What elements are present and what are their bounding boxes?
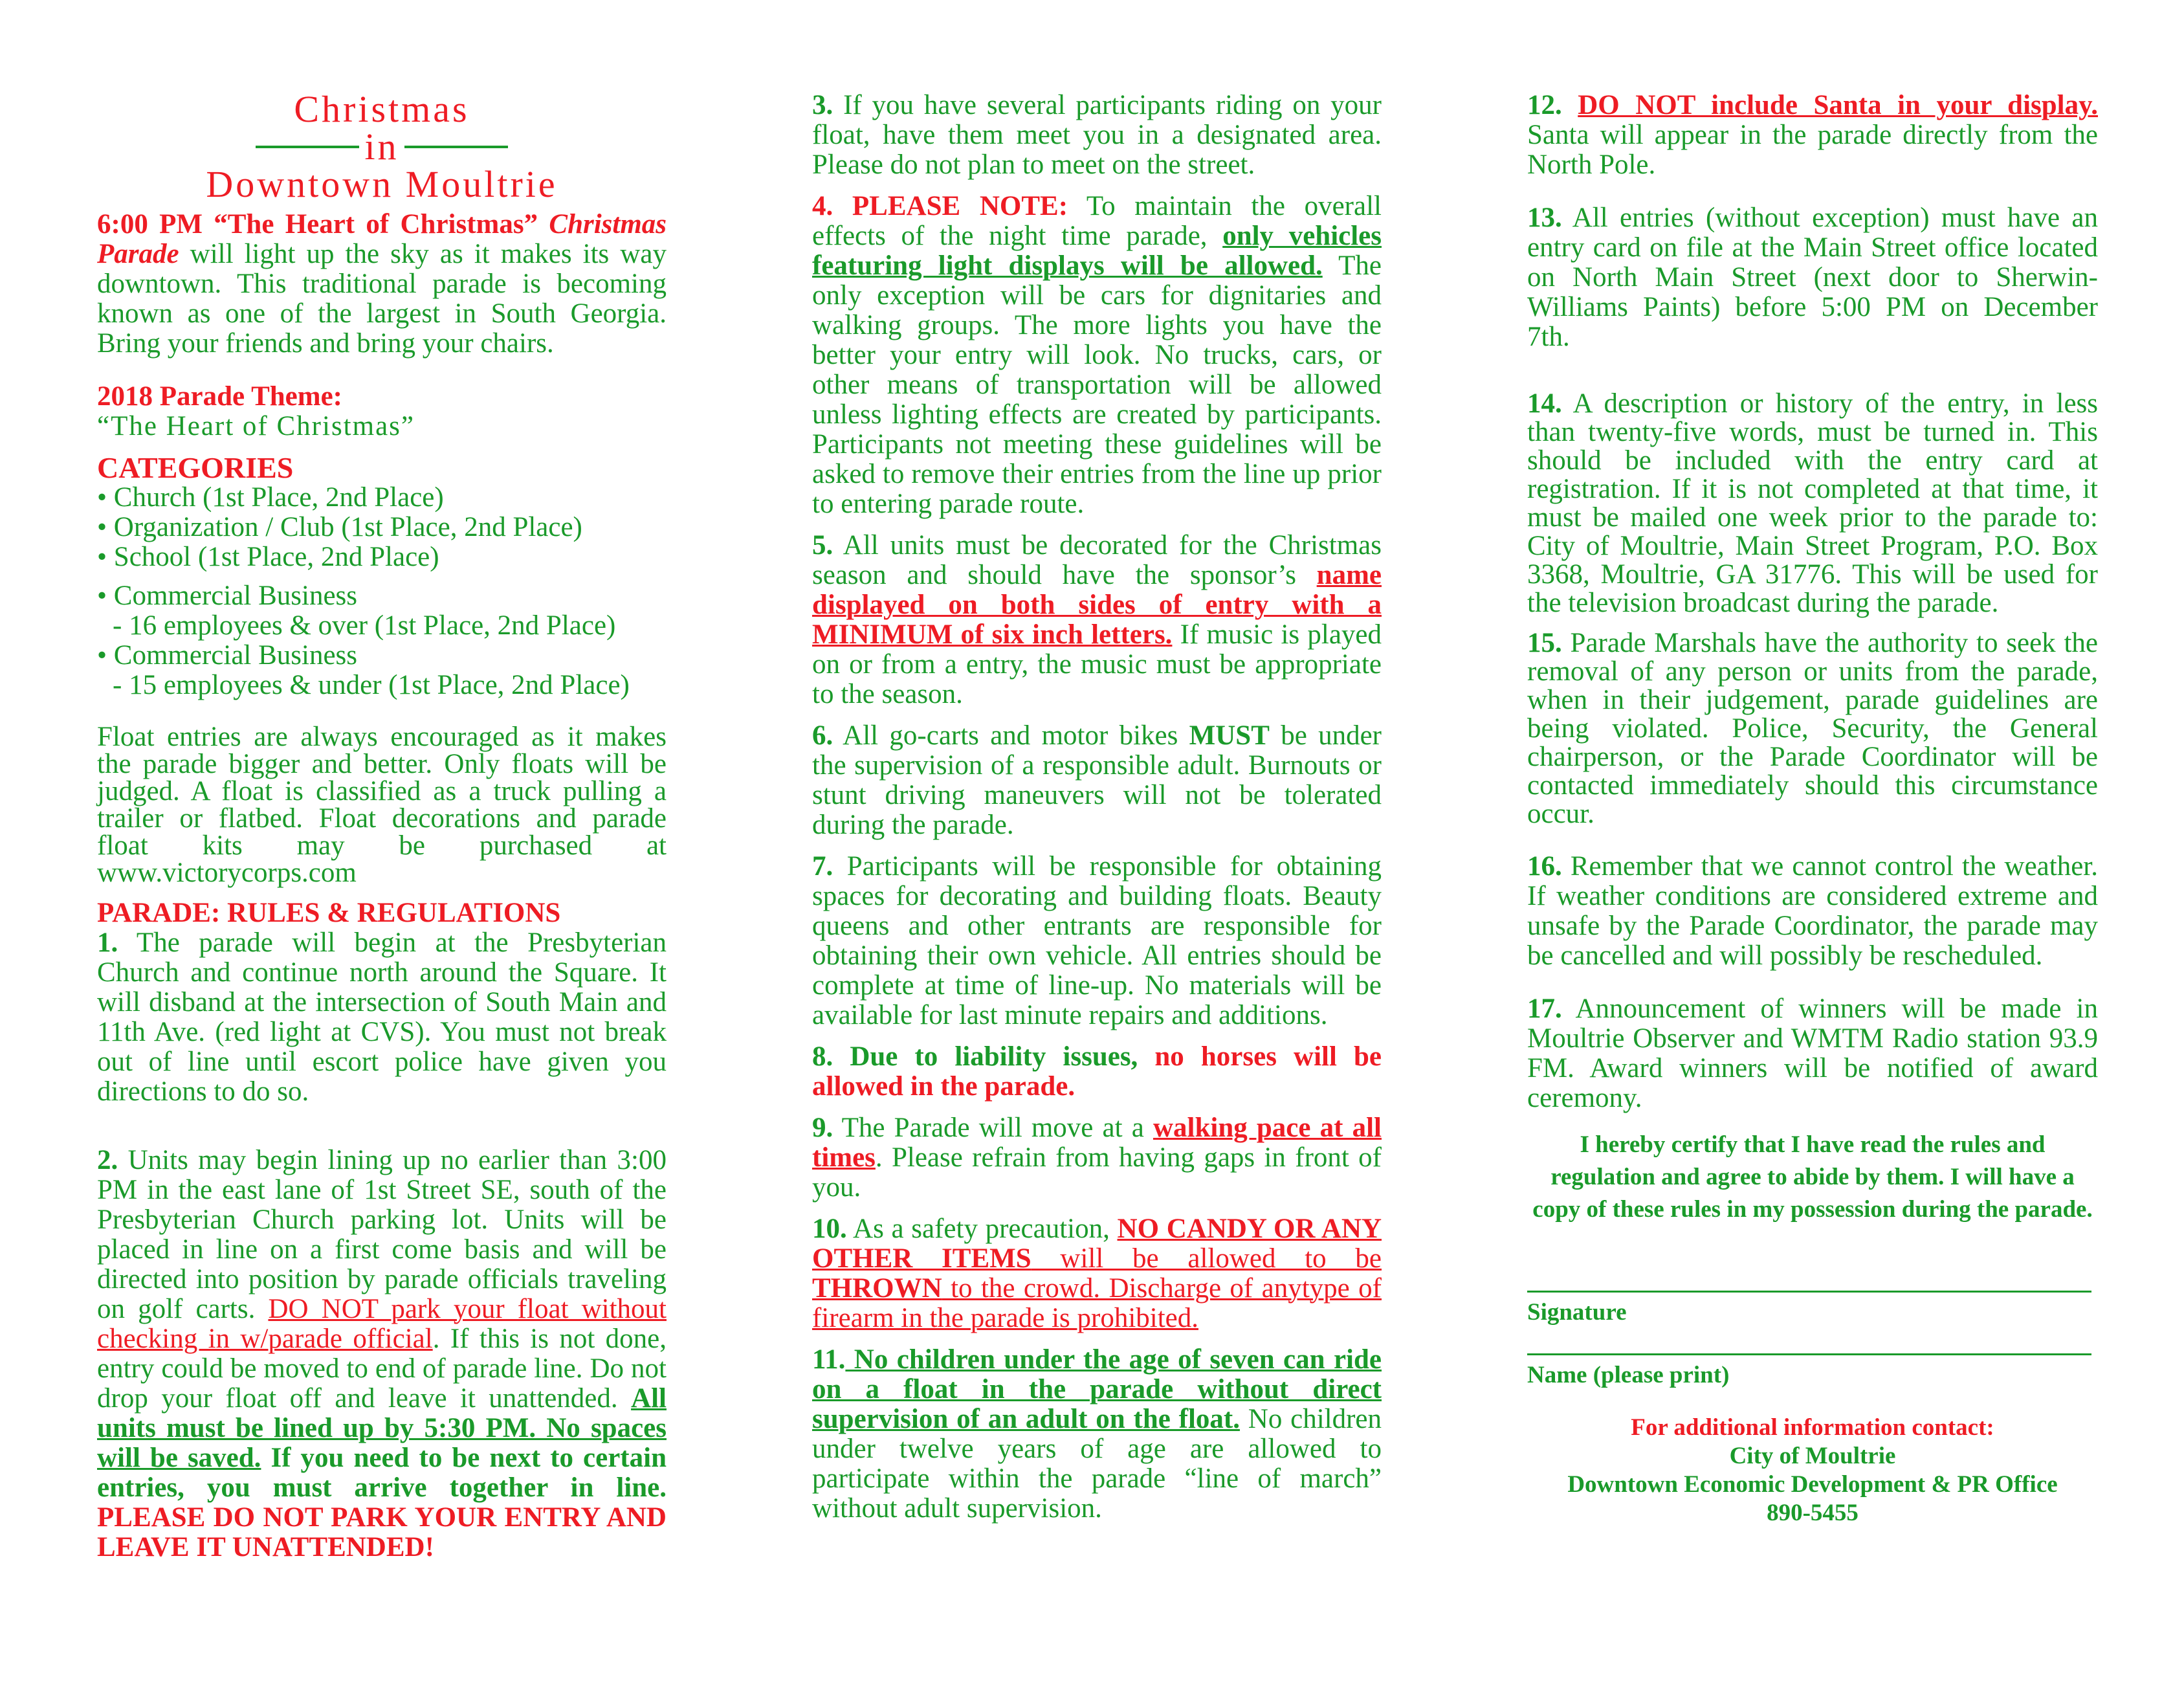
rule-text: be under the supervision of a responsible adult. Burnouts or stunt driving maneuvers will not be tolerated during the parade. bbox=[812, 720, 1382, 840]
rule-text: Parade Marshals have the authority to seek the removal of any person or units from the parade, when in their judgement, parade guidelines are being violated. Police, Security, the General chairperson, or the Parade Coordinator will be contacted immediately should this circumstance occur. bbox=[1527, 628, 2098, 829]
rule-text: As a safety precaution, bbox=[846, 1214, 1118, 1244]
theme-heading: 2018 Parade Theme: bbox=[97, 381, 342, 412]
rule-number: 13. bbox=[1527, 203, 1562, 233]
theme-value: “The Heart of Christmas” bbox=[97, 411, 415, 441]
rule-text: 8. Due to liability issues, bbox=[812, 1041, 1155, 1072]
rule-text: Units may begin lining up no earlier than 3:00 PM in the east lane of 1st Street SE, south of the Presbyterian Church parking lot. Units will be placed in line on a first come basis and will be directed into position by parade officials traveling on golf carts. bbox=[97, 1145, 667, 1324]
contact-block bbox=[1527, 1414, 2098, 1527]
list-item: • Church (1st Place, 2nd Place) bbox=[97, 482, 444, 513]
rule-emphasis: only vehicles featuring light displays will be allowed. bbox=[812, 221, 1382, 281]
rule-emphasis: name displayed on both sides of entry with a MINIMUM of six inch letters. bbox=[812, 560, 1382, 650]
signature-label: Signature bbox=[1527, 1299, 1627, 1326]
rule-emphasis: DO NOT park your float without checking in w/parade official bbox=[97, 1294, 667, 1354]
intro-parade: Christmas Parade bbox=[97, 209, 667, 269]
rule-number: 9. bbox=[812, 1113, 833, 1143]
column-2 bbox=[812, 91, 1382, 1524]
rule-text: . Please refrain from having gaps in front of you. bbox=[812, 1142, 1382, 1203]
rule-emphasis: NO CANDY OR ANY OTHER ITEMS bbox=[812, 1214, 1382, 1274]
rule-emphasis: No children under the age of seven can ride on a float in the parade without direct supervision of an adult on the float. bbox=[812, 1344, 1382, 1434]
rule-number: 10. bbox=[812, 1214, 847, 1244]
rule-4 bbox=[812, 192, 1382, 519]
rule-text: . If this is not done, entry could be moved to end of parade line. Do not drop your float off and leave it unattended. bbox=[97, 1324, 667, 1414]
list-item: - 15 employees & under (1st Place, 2nd Place) bbox=[113, 670, 630, 700]
rule-14 bbox=[1527, 390, 2098, 617]
name-line[interactable] bbox=[1527, 1327, 2091, 1355]
rule-number: 12. bbox=[1527, 90, 1562, 120]
rule-text: A description or history of the entry, in less than twenty-five words, must be turned in. This should be included with the entry card at registration. If it is not completed at that time, it must be mailed one week prior to the parade to: City of Moultrie, Main Street Program, P.O. Box 3368, Moultrie, GA 31776. This will be used for the television broadcast during the parade. bbox=[1527, 388, 2098, 618]
title-rule-left bbox=[256, 146, 359, 148]
rule-6 bbox=[812, 721, 1382, 840]
rule-text: All entries (without exception) must have an entry card on file at the Main Street office located on North Main Street (next door to Sherwin-Williams Paints) before 5:00 PM on December 7th. bbox=[1527, 203, 2098, 352]
float-paragraph: Float entries are always encouraged as it makes the parade bigger and better. Only floats will be judged. A float is classified as a truck pulling a trailer or flatbed. Float decorations and parade float kits may be purchased at www.victorycorps.com bbox=[97, 722, 667, 888]
intro-time: 6:00 PM bbox=[97, 209, 203, 239]
rule-3 bbox=[812, 91, 1382, 180]
contact-phone: 890-5455 bbox=[1767, 1500, 1859, 1526]
certify-statement: I hereby certify that I have read the rules and regulation and agree to abide by them. I will have a copy of these rules in my possession during the parade. bbox=[1532, 1131, 2093, 1223]
contact-heading: For additional information contact: bbox=[1631, 1414, 1994, 1441]
contact-line-2: Downtown Economic Development & PR Office bbox=[1567, 1471, 2058, 1498]
title-in: in bbox=[364, 126, 399, 168]
rule-8 bbox=[812, 1042, 1382, 1102]
rule-text: If music is played on or from a entry, the music must be appropriate to the season. bbox=[812, 619, 1382, 709]
rule-number: 11. bbox=[812, 1344, 846, 1375]
rule-text: To maintain the overall effects of the night time parade, bbox=[812, 191, 1382, 251]
rule-number: 4. PLEASE NOTE: bbox=[812, 191, 1068, 221]
rule-text: The parade will begin at the Presbyterian Church and continue north around the Square. It will disband at the intersection of South Main and 11th Ave. (red light at CVS). You must not break out of line until escort police have given you directions to do so. bbox=[97, 927, 667, 1107]
rule-number: 1. bbox=[97, 927, 118, 958]
rule-warning: PLEASE DO NOT PARK YOUR ENTRY AND LEAVE IT UNATTENDED! bbox=[97, 1502, 667, 1562]
rule-text: If you have several participants riding on your float, have them meet you in a designated area. Please do not plan to meet on the street. bbox=[812, 90, 1382, 180]
rule-5 bbox=[812, 531, 1382, 709]
rule-emphasis: to the crowd. Discharge of anytype of firearm in the parade is prohibited. bbox=[812, 1273, 1382, 1333]
rules-heading: PARADE: RULES & REGULATIONS bbox=[97, 898, 561, 928]
intro-text: will light up the sky as it makes its way downtown. This traditional parade is becoming known as one of the largest in South Georgia. Bring your friends and bring your chairs. bbox=[97, 239, 667, 359]
rule-7 bbox=[812, 852, 1382, 1030]
rule-number: 2. bbox=[97, 1145, 118, 1175]
categories-list bbox=[97, 483, 667, 700]
rule-warning: no horses will be allowed in the parade. bbox=[812, 1041, 1382, 1102]
rule-number: 6. bbox=[812, 720, 833, 751]
rule-number: 17. bbox=[1527, 994, 1562, 1024]
rule-text: Announcement of winners will be made in Moultrie Observer and WMTM Radio station 93.9 FM. Award winners will be notified of award ceremony. bbox=[1527, 994, 2098, 1113]
rule-emphasis: All units must be lined up by 5:30 PM. No spaces will be saved. bbox=[97, 1383, 667, 1473]
list-item: • Commercial Business bbox=[97, 640, 358, 671]
brochure-title bbox=[97, 88, 667, 205]
rule-emphasis: walking pace at all times bbox=[812, 1113, 1382, 1173]
list-item: • Commercial Business bbox=[97, 581, 358, 611]
rule-17 bbox=[1527, 994, 2098, 1113]
rule-emphasis: will be allowed to be bbox=[1031, 1243, 1382, 1274]
rule-1 bbox=[97, 928, 667, 1107]
rule-emphasis: DO NOT include Santa in your display. bbox=[1578, 90, 2099, 120]
column-3 bbox=[1527, 91, 2098, 1527]
title-line-1: Christmas bbox=[294, 88, 470, 130]
list-item: • Organization / Club (1st Place, 2nd Place) bbox=[97, 512, 582, 542]
rule-number: 7. bbox=[812, 851, 833, 882]
rule-16 bbox=[1527, 852, 2098, 971]
title-rule-right bbox=[404, 146, 508, 148]
list-item: - 16 employees & over (1st Place, 2nd Place) bbox=[113, 610, 616, 641]
intro-paragraph bbox=[97, 210, 667, 359]
rule-text: No children under twelve years of age are allowed to participate within the parade “line of march” without adult supervision. bbox=[812, 1404, 1382, 1524]
rule-11 bbox=[812, 1345, 1382, 1524]
rule-text: Remember that we cannot control the weather. If weather conditions are considered extreme and unsafe by the Parade Coordinator, the parade may be cancelled and will possibly be rescheduled. bbox=[1527, 851, 2098, 971]
rule-text: Santa will appear in the parade directly from the North Pole. bbox=[1527, 120, 2098, 180]
rule-13 bbox=[1527, 203, 2098, 352]
column-1 bbox=[97, 88, 667, 1562]
rule-emphasis: If you need to be next to certain entries, you must arrive together in line. bbox=[97, 1443, 667, 1503]
rule-emphasis: THROWN bbox=[812, 1273, 942, 1304]
rule-number: 3. bbox=[812, 90, 833, 120]
rule-text: The Parade will move at a bbox=[833, 1113, 1153, 1143]
name-label: Name (please print) bbox=[1527, 1362, 1730, 1388]
rule-9 bbox=[812, 1113, 1382, 1203]
rule-text: The only exception will be cars for dignitaries and walking groups. The more lights you have the better your entry will look. No trucks, cars, or other means of transportation will be allowed unless lighting effects are created by participants. Participants not meeting these guidelines will be asked to remove their entries from the line up prior to entering parade route. bbox=[812, 250, 1382, 519]
rule-2 bbox=[97, 1146, 667, 1562]
rule-15 bbox=[1527, 629, 2098, 828]
rule-text: Participants will be responsible for obtaining spaces for decorating and building floats. Beauty queens and other entrants are responsible for obtaining their own vehicle. All entries should be complete at time of line-up. No materials will be available for last minute repairs and additions. bbox=[812, 851, 1382, 1030]
list-item: • School (1st Place, 2nd Place) bbox=[97, 542, 439, 572]
title-line-2 bbox=[97, 128, 667, 166]
rule-emphasis: MUST bbox=[1189, 720, 1270, 751]
rule-number: 14. bbox=[1527, 388, 1562, 419]
rule-10 bbox=[812, 1214, 1382, 1333]
intro-quote: “The Heart of Christmas” bbox=[214, 209, 538, 239]
title-line-3: Downtown Moultrie bbox=[206, 163, 558, 205]
contact-line-1: City of Moultrie bbox=[1729, 1443, 1896, 1469]
rule-12 bbox=[1527, 91, 2098, 180]
rule-number: 5. bbox=[812, 530, 833, 561]
categories-heading: CATEGORIES bbox=[97, 451, 294, 484]
rule-text: All go-carts and motor bikes bbox=[833, 720, 1189, 751]
signature-line[interactable] bbox=[1527, 1245, 2091, 1293]
rule-number: 16. bbox=[1527, 851, 1562, 882]
rule-number: 15. bbox=[1527, 628, 1562, 658]
rule-text: All units must be decorated for the Christmas season and should have the sponsor’s bbox=[812, 530, 1382, 590]
